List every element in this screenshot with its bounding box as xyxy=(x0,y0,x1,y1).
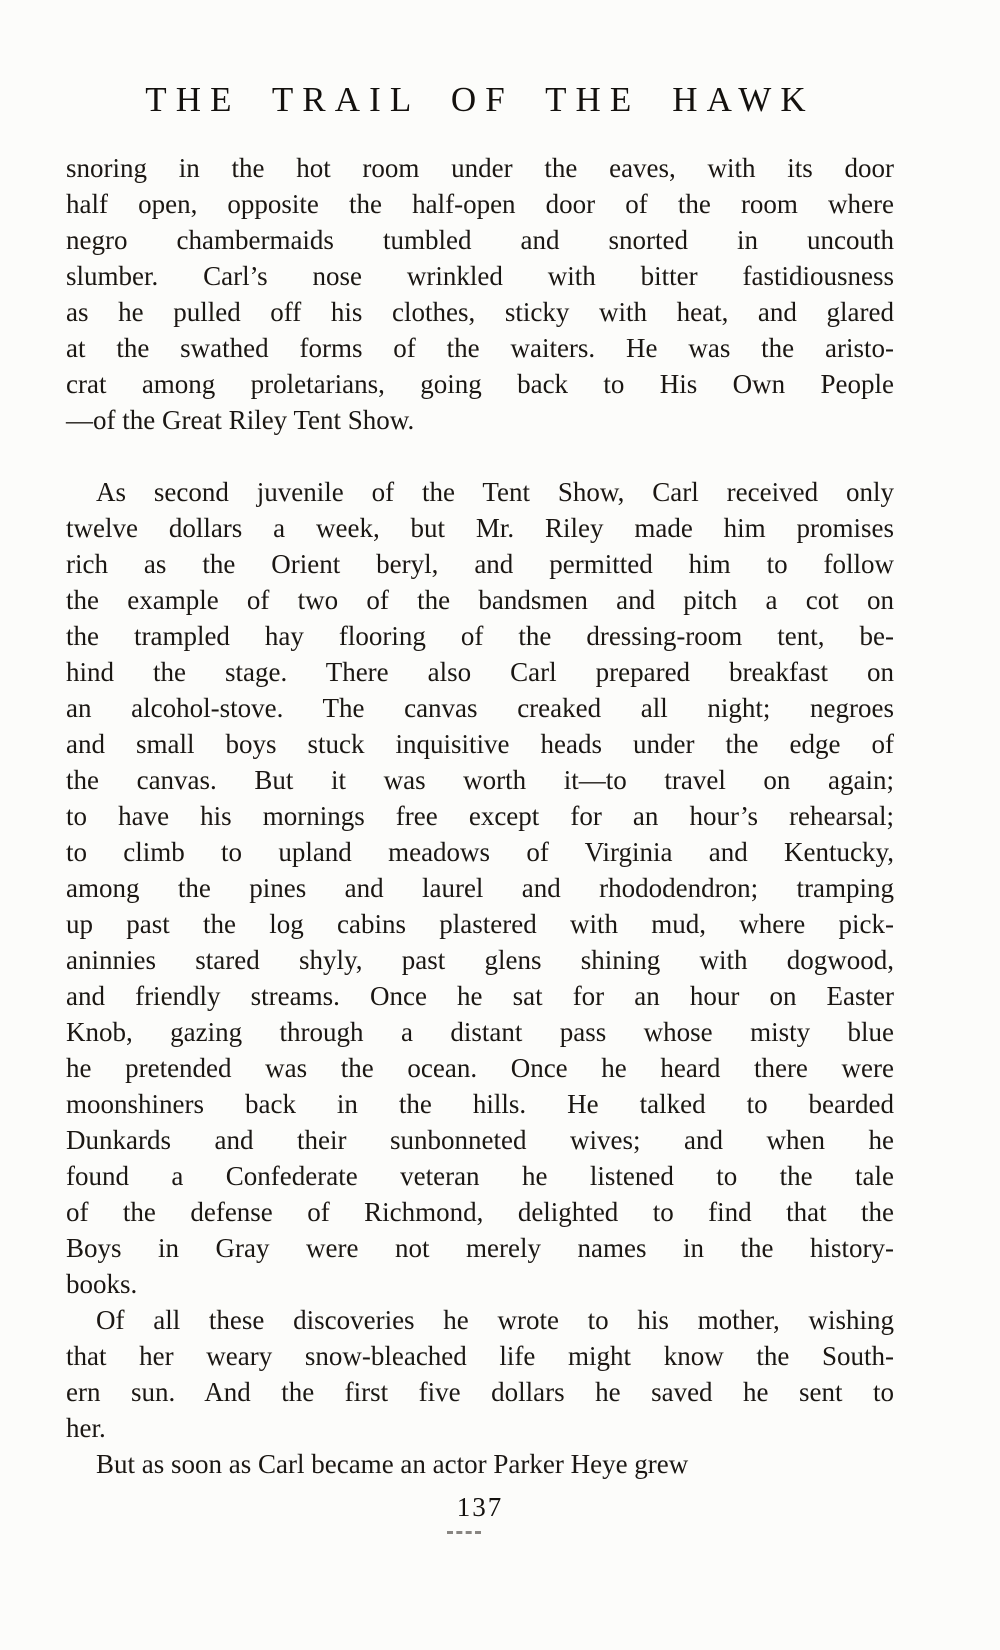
text-line: and small boys stuck inquisitive heads under the edge of xyxy=(66,729,894,759)
text-line: that her weary snow-bleached life might know the South- xyxy=(66,1341,894,1371)
page-number: 137 xyxy=(456,1492,504,1522)
text-line: snoring in the hot room under the eaves, with its door xyxy=(66,153,894,183)
text-line: of the defense of Richmond, delighted to find that the xyxy=(66,1197,894,1227)
text-line: Dunkards and their sunbonneted wives; and when he xyxy=(66,1125,894,1155)
text-line: As second juvenile of the Tent Show, Carl received only xyxy=(96,477,894,507)
text-line: Knob, gazing through a distant pass whose misty blue xyxy=(66,1017,894,1047)
text-line: to have his mornings free except for an hour’s rehearsal; xyxy=(66,801,894,831)
text-line: rich as the Orient beryl, and permitted him to follow xyxy=(66,549,894,579)
text-line: up past the log cabins plastered with mud, where pick- xyxy=(66,909,894,939)
text-line: moonshiners back in the hills. He talked to bearded xyxy=(66,1089,894,1119)
paragraph xyxy=(66,1446,894,1482)
text-line: —of the Great Riley Tent Show. xyxy=(66,405,415,435)
text-line: crat among proletarians, going back to His Own People xyxy=(66,369,894,399)
text-line: found a Confederate veteran he listened to the tale xyxy=(66,1161,894,1191)
text-line: the example of two of the bandsmen and pitch a cot on xyxy=(66,585,894,615)
text-line: at the swathed forms of the waiters. He was the aristo- xyxy=(66,333,894,363)
text-block xyxy=(66,150,894,1482)
text-line: he pretended was the ocean. Once he heard there were xyxy=(66,1053,894,1083)
paragraph xyxy=(66,150,894,438)
text-line: among the pines and laurel and rhododendron; tramping xyxy=(66,873,894,903)
text-line: as he pulled off his clothes, sticky with heat, and glared xyxy=(66,297,894,327)
text-line: Of all these discoveries he wrote to his mother, wishing xyxy=(96,1305,894,1335)
text-line: Boys in Gray were not merely names in the history- xyxy=(66,1233,894,1263)
text-line: an alcohol-stove. The canvas creaked all night; negroes xyxy=(66,693,894,723)
text-line: aninnies stared shyly, past glens shining with dogwood, xyxy=(66,945,894,975)
text-line: to climb to upland meadows of Virginia and Kentucky, xyxy=(66,837,894,867)
paragraph xyxy=(66,1302,894,1446)
text-line: books. xyxy=(66,1269,138,1299)
text-line: the canvas. But it was worth it—to travel on again; xyxy=(66,765,894,795)
text-line: half open, opposite the half-open door of the room where xyxy=(66,189,894,219)
text-line: and friendly streams. Once he sat for an hour on Easter xyxy=(66,981,894,1011)
running-head-title: THE TRAIL OF THE HAWK xyxy=(145,80,815,119)
paragraph xyxy=(66,474,894,1302)
text-line: slumber. Carl’s nose wrinkled with bitter fastidiousness xyxy=(66,261,894,291)
text-line: ern sun. And the first five dollars he saved he sent to xyxy=(66,1377,894,1407)
text-line: twelve dollars a week, but Mr. Riley made him promises xyxy=(66,513,894,543)
scan-artifact-underline xyxy=(447,1528,481,1534)
text-line: her. xyxy=(66,1413,106,1443)
text-line: But as soon as Carl became an actor Parker Heye grew xyxy=(96,1449,689,1479)
text-line: negro chambermaids tumbled and snorted in uncouth xyxy=(66,225,894,255)
text-line: hind the stage. There also Carl prepared breakfast on xyxy=(66,657,894,687)
text-line: the trampled hay flooring of the dressing-room tent, be- xyxy=(66,621,894,651)
